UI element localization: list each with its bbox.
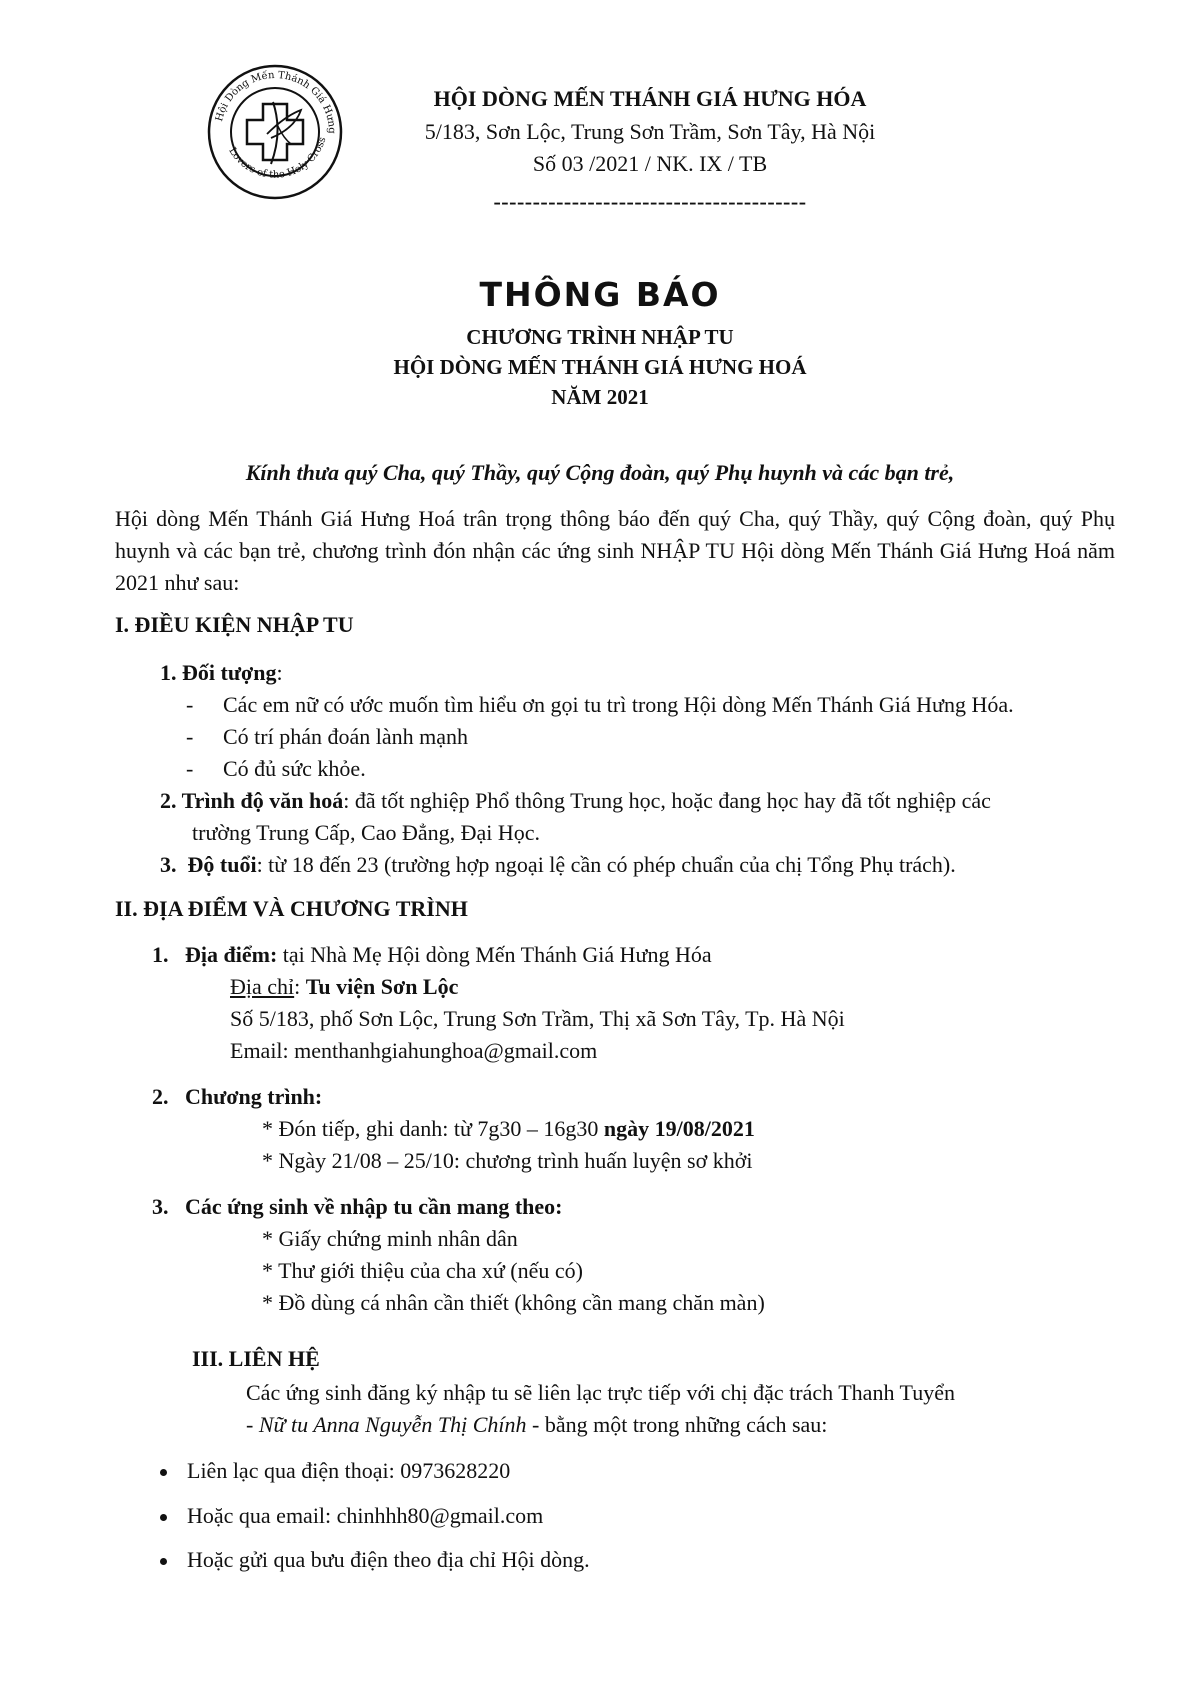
bring-item-2: * Thư giới thiệu của cha xứ (nếu có)	[262, 1258, 583, 1283]
header-divider: ----------------------------------------	[493, 189, 807, 214]
address-name: Tu viện Sơn Lộc	[305, 974, 459, 999]
program-item	[152, 1082, 322, 1112]
eligibility-item-2-continued: trường Trung Cấp, Cao Đẳng, Đại Học.	[192, 820, 541, 845]
program-step-1-date: ngày 19/08/2021	[603, 1116, 755, 1141]
subtitle-line-3: NĂM 2021	[551, 385, 649, 409]
bring-item-1: * Giấy chứng minh nhân dân	[262, 1226, 518, 1251]
svg-text:Lovers of the Holy Cross: Lovers of the Holy Cross	[226, 135, 329, 181]
items-to-bring	[152, 1192, 562, 1222]
colon: :	[276, 660, 283, 685]
eligibility-item-2-text: : đã tốt nghiệp Phổ thông Trung học, hoặc đang học hay đã tốt nghiệp các	[343, 788, 991, 813]
contact-post: Hoặc gửi qua bưu điện theo địa chỉ Hội dòng.	[187, 1547, 590, 1572]
organization-seal	[207, 64, 343, 200]
location-item	[152, 940, 712, 970]
items-to-bring-number: 3.	[152, 1194, 169, 1219]
colon: :	[294, 974, 306, 999]
eligibility-item-3	[160, 850, 956, 880]
contact-email: Hoặc qua email: chinhhh80@gmail.com	[187, 1503, 544, 1528]
organization-name: HỘI DÒNG MẾN THÁNH GIÁ HƯNG HÓA	[433, 86, 867, 111]
eligibility-bullet-2: Có trí phán đoán lành mạnh	[223, 724, 469, 749]
address-line	[230, 972, 458, 1002]
eligibility-item-1-label: 1. Đối tượng	[160, 660, 277, 685]
eligibility-bullet-3: Có đủ sức khỏe.	[223, 756, 366, 781]
program-number: 2.	[152, 1084, 169, 1109]
section-3-heading: III. LIÊN HỆ	[192, 1346, 320, 1371]
eligibility-item-3-number: 3.	[160, 852, 177, 877]
bullet-icon	[160, 1469, 167, 1476]
subtitle-line-1: CHƯƠNG TRÌNH NHẬP TU	[466, 325, 734, 349]
location-text: tại Nhà Mẹ Hội dòng Mến Thánh Giá Hưng Hóa	[277, 942, 712, 967]
email-line: Email: menthanhgiahunghoa@gmail.com	[230, 1038, 598, 1063]
program-step-1	[262, 1114, 755, 1144]
street-address: Số 5/183, phố Sơn Lộc, Trung Sơn Trầm, Thị xã Sơn Tây, Tp. Hà Nội	[230, 1006, 845, 1031]
bullet-icon	[160, 1514, 167, 1521]
location-number: 1.	[152, 942, 169, 967]
organization-address: 5/183, Sơn Lộc, Trung Sơn Trầm, Sơn Tây, Hà Nội	[424, 119, 876, 144]
program-step-1-text: * Đón tiếp, ghi danh: từ 7g30 – 16g30	[262, 1116, 604, 1141]
eligibility-item-2	[160, 786, 991, 816]
document-title: THÔNG BÁO	[479, 275, 721, 314]
eligibility-item-2-label: 2. Trình độ văn hoá	[160, 788, 344, 813]
document-reference: Số 03 /2021 / NK. IX / TB	[532, 151, 768, 176]
svg-text:Hội Dòng Mến Thánh Giá Hưng Hó: Hội Dòng Mến Thánh Giá Hưng	[214, 69, 338, 134]
program-label: Chương trình:	[185, 1084, 323, 1109]
contact-person-rest: bằng một trong những cách sau:	[539, 1412, 828, 1437]
program-step-2: * Ngày 21/08 – 25/10: chương trình huấn luyện sơ khởi	[262, 1148, 753, 1173]
list-dash: -	[186, 724, 194, 749]
bring-item-3: * Đồ dùng cá nhân cần thiết (không cần mang chăn màn)	[262, 1290, 765, 1315]
location-label: Địa điểm:	[185, 942, 278, 967]
eligibility-item-1	[160, 658, 283, 688]
greeting: Kính thưa quý Cha, quý Thầy, quý Cộng đoàn, quý Phụ huynh và các bạn trẻ,	[245, 460, 955, 485]
items-to-bring-label: Các ứng sinh về nhập tu cần mang theo:	[185, 1194, 563, 1219]
contact-person-name: - Nữ tu Anna Nguyễn Thị Chính -	[246, 1412, 540, 1437]
eligibility-bullet-1: Các em nữ có ước muốn tìm hiểu ơn gọi tu trì trong Hội dòng Mến Thánh Giá Hưng Hóa.	[223, 692, 1014, 717]
section-2-heading: II. ĐỊA ĐIỂM VÀ CHƯƠNG TRÌNH	[115, 896, 468, 921]
list-dash: -	[186, 756, 194, 781]
eligibility-item-3-text: : từ 18 đến 23 (trường hợp ngoại lệ cần có phép chuẩn của chị Tổng Phụ trách).	[256, 852, 956, 877]
intro-paragraph: Hội dòng Mến Thánh Giá Hưng Hoá trân trọng thông báo đến quý Cha, quý Thầy, quý Cộng đoàn, quý Phụ huynh và các bạn trẻ, chương trình đón nhận các ứng sinh NHẬP TU Hội dòng Mến Thánh Giá Hưng Hoá năm 2021 như sau:	[115, 506, 1115, 595]
subtitle-line-2: HỘI DÒNG MẾN THÁNH GIÁ HƯNG HOÁ	[393, 355, 807, 379]
address-label: Địa chỉ	[230, 974, 295, 999]
section-1-heading: I. ĐIỀU KIỆN NHẬP TU	[115, 612, 354, 637]
bullet-icon	[160, 1558, 167, 1565]
contact-person-line	[246, 1410, 827, 1440]
list-dash: -	[186, 692, 194, 717]
eligibility-item-3-label: Độ tuổi	[187, 852, 257, 877]
contact-intro: Các ứng sinh đăng ký nhập tu sẽ liên lạc trực tiếp với chị đặc trách Thanh Tuyển	[246, 1380, 955, 1405]
contact-phone: Liên lạc qua điện thoại: 0973628220	[187, 1458, 511, 1483]
